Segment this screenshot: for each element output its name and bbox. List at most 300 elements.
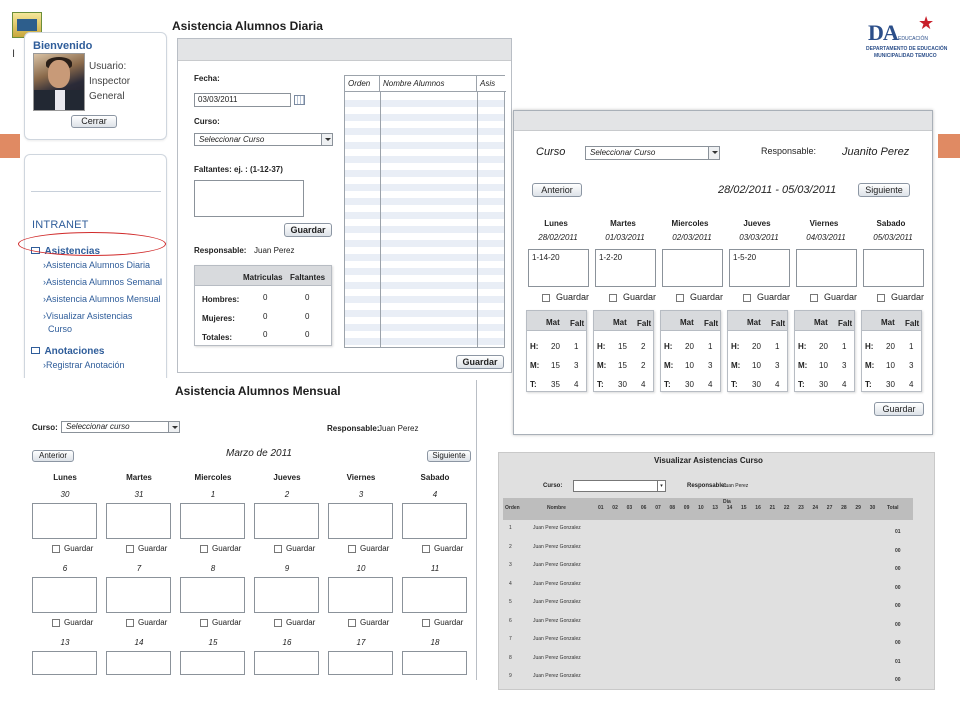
weekly-mat-value: 20: [551, 342, 560, 351]
table-row: [345, 324, 504, 331]
chevron-down-icon: ▾: [657, 481, 665, 491]
weekly-window-header: [514, 111, 932, 131]
monthly-day-box[interactable]: [106, 651, 171, 675]
viz-curso-label: Curso:: [543, 483, 563, 489]
checkbox-icon[interactable]: [348, 545, 356, 553]
checkbox-icon[interactable]: [274, 545, 282, 553]
monthly-day-box[interactable]: [106, 577, 171, 613]
weekly-note-box[interactable]: [662, 249, 723, 287]
weekly-row-label: H:: [798, 342, 807, 351]
weekly-mat-value: 30: [618, 380, 627, 389]
weekly-mat-label: Mat: [613, 318, 627, 327]
monthly-curso-select[interactable]: [61, 421, 180, 433]
checkbox-icon[interactable]: [877, 294, 885, 302]
viz-row-number: 7: [509, 636, 512, 642]
monthly-next-button[interactable]: Siguiente: [427, 450, 471, 462]
weekly-prev-button[interactable]: Anterior: [532, 183, 582, 197]
weekly-guardar-label: Guardar: [556, 292, 590, 302]
weekly-stats-box: [526, 310, 587, 392]
monthly-guardar-checkbox[interactable]: [274, 544, 315, 553]
curso-select-value: Seleccionar Curso: [199, 135, 265, 144]
monthly-day-number: 2: [284, 490, 290, 499]
viz-day-col: 21: [769, 505, 776, 511]
monthly-day-box[interactable]: [254, 577, 319, 613]
weekly-row-label: T:: [597, 380, 604, 389]
viz-row-name: Juan Perez Gonzalez: [533, 673, 581, 679]
checkbox-icon[interactable]: [126, 545, 134, 553]
weekly-stats-box: [794, 310, 855, 392]
checkbox-icon[interactable]: [422, 619, 430, 627]
monthly-day-box[interactable]: [402, 651, 467, 675]
weekly-note-box[interactable]: 1-5-20: [729, 249, 790, 287]
viz-day-col: 23: [798, 505, 804, 511]
weekly-row-label: H:: [731, 342, 740, 351]
weekly-row-label: M:: [530, 361, 540, 370]
nav-sub-mensual[interactable]: ›Asistencia Alumnos Mensual: [43, 294, 161, 304]
viz-responsable-value: Juan Perez: [723, 483, 749, 489]
weekly-falt-label: Falt: [838, 319, 853, 328]
weekly-day-name: Jueves: [743, 219, 771, 228]
weekly-falt-value: 3: [842, 361, 847, 370]
viz-row-name: Juan Perez Gonzalez: [533, 617, 581, 624]
daily-save-button-2[interactable]: Guardar: [456, 355, 504, 369]
weekly-guardar-checkbox[interactable]: [743, 292, 790, 302]
viz-responsable-label: Responsable:: [687, 483, 727, 489]
monthly-guardar-label: Guardar: [212, 618, 242, 627]
viz-row-name: Juan Perez Gonzalez: [533, 580, 581, 587]
faltantes-label: Faltantes: ej. : (1-12-37): [194, 165, 283, 174]
table-row: [345, 310, 504, 317]
table-row: [345, 268, 504, 275]
weekly-stats-box: [593, 310, 654, 392]
viz-row-number: 9: [509, 673, 512, 679]
weekly-mat-value: 35: [551, 380, 560, 389]
weekly-row-label: T:: [731, 380, 738, 389]
monthly-guardar-label: Guardar: [434, 544, 464, 553]
monthly-prev-button[interactable]: Anterior: [32, 450, 74, 462]
viz-col-total: Total: [887, 505, 899, 511]
curso-label: Curso:: [194, 117, 220, 126]
weekly-guardar-checkbox[interactable]: [542, 292, 589, 302]
checkbox-icon[interactable]: [200, 619, 208, 627]
monthly-day-number: 6: [62, 564, 68, 573]
stats-col-matriculas: Matriculas: [243, 273, 283, 282]
table-row: [345, 184, 504, 191]
viz-day-col: 27: [826, 505, 833, 511]
nav-sub-registrar[interactable]: ›Registrar Anotación: [43, 360, 125, 370]
weekly-guardar-checkbox[interactable]: [877, 292, 924, 302]
nav-sub-registrar-label: Registrar Anotación: [46, 360, 125, 370]
weekly-note-box[interactable]: [863, 249, 924, 287]
table-row: [345, 142, 504, 149]
weekly-falt-value: 4: [708, 380, 713, 389]
avatar-face: [48, 60, 70, 88]
monthly-day-number: 13: [60, 638, 70, 647]
nav-sub-diaria[interactable]: ›Asistencia Alumnos Diaria: [43, 260, 151, 270]
user-line-1: Usuario:: [89, 61, 127, 72]
weekly-guardar-label: Guardar: [690, 292, 724, 302]
weekly-row-label: M:: [597, 361, 607, 370]
monthly-guardar-label: Guardar: [286, 618, 316, 627]
weekly-curso-select[interactable]: [585, 146, 720, 160]
weekly-day-name: Viernes: [809, 219, 839, 228]
weekly-falt-label: Falt: [570, 319, 585, 328]
monthly-guardar-checkbox[interactable]: [200, 618, 241, 627]
monthly-guardar-checkbox[interactable]: [348, 544, 389, 553]
checkbox-icon[interactable]: [52, 619, 60, 627]
monthly-guardar-checkbox[interactable]: [52, 618, 93, 627]
weekly-falt-value: 1: [708, 342, 713, 351]
table-row: [345, 282, 504, 289]
monthly-day-number: 4: [432, 490, 438, 499]
weekly-day-date: 28/02/2011: [538, 233, 578, 242]
weekly-falt-value: 1: [842, 342, 847, 351]
checkbox-icon[interactable]: [422, 545, 430, 553]
viz-day-col: 08: [669, 505, 676, 511]
weekly-falt-value: 1: [909, 342, 914, 351]
weekly-guardar-label: Guardar: [757, 292, 791, 302]
weekly-mat-value: 20: [886, 342, 895, 351]
daily-window-header: [178, 39, 511, 61]
monthly-day-box[interactable]: [32, 577, 97, 613]
monthly-day-number: 31: [134, 490, 144, 499]
checkbox-icon[interactable]: [52, 545, 60, 553]
brand-dept-line2: MUNICIPALIDAD TEMUCO: [874, 53, 937, 59]
stats-row-label: Mujeres:: [202, 314, 235, 323]
viz-day-col: 30: [869, 505, 876, 511]
viz-row-number: 1: [509, 525, 512, 531]
calendar-icon[interactable]: [294, 95, 305, 105]
checkbox-icon[interactable]: [542, 294, 550, 302]
viz-row-total: 01: [895, 658, 901, 665]
monthly-day-number: 15: [208, 638, 218, 647]
col-divider: [477, 92, 478, 347]
monthly-guardar-label: Guardar: [360, 544, 390, 553]
intranet-heading: INTRANET: [32, 219, 89, 231]
weekly-falt-value: 3: [909, 361, 914, 370]
monthly-month: Marzo de 2011: [226, 448, 292, 459]
viz-row-total: 00: [895, 640, 901, 646]
weekly-guardar-checkbox[interactable]: [676, 292, 723, 302]
weekly-mat-value: 15: [618, 361, 627, 370]
weekly-guardar-label: Guardar: [824, 292, 858, 302]
weekly-note-box[interactable]: [796, 249, 857, 287]
monthly-day-name: Jueves: [273, 473, 301, 482]
nav-sub-diaria-label: Asistencia Alumnos Diaria: [46, 260, 151, 270]
weekly-row-label: T:: [530, 380, 537, 389]
nav-item-anotaciones[interactable]: [31, 341, 104, 359]
weekly-row-label: T:: [798, 380, 805, 389]
viz-row-number: 4: [509, 580, 512, 587]
monthly-frame-edge: [476, 380, 477, 680]
weekly-mat-value: 15: [618, 342, 627, 351]
checkbox-icon[interactable]: [609, 294, 617, 302]
stats-value: 0: [305, 312, 310, 321]
viz-day-col: 13: [712, 505, 718, 511]
weekly-curso-value: Seleccionar Curso: [590, 148, 656, 157]
monthly-day-number: 30: [60, 490, 70, 499]
slide-accent-left: [0, 134, 20, 158]
viz-row-total: 00: [895, 621, 901, 628]
table-row: [345, 212, 504, 219]
checkbox-icon[interactable]: [200, 545, 208, 553]
weekly-stats-box: [727, 310, 788, 392]
viz-row-number: 6: [509, 617, 512, 624]
daily-save-button[interactable]: Guardar: [284, 223, 332, 237]
weekly-next-button[interactable]: Siguiente: [858, 183, 910, 197]
checkbox-icon[interactable]: [810, 294, 818, 302]
weekly-window: [513, 110, 933, 435]
monthly-day-box[interactable]: [402, 577, 467, 613]
weekly-row-label: H:: [865, 342, 874, 351]
weekly-day-date: 05/03/2011: [873, 233, 913, 242]
curso-select[interactable]: [194, 133, 333, 146]
checkbox-icon[interactable]: [348, 619, 356, 627]
welcome-title: Bienvenido: [33, 40, 93, 52]
viz-day-col: 06: [640, 505, 647, 511]
table-row: [345, 240, 504, 247]
weekly-day-date: 03/03/2011: [739, 233, 779, 242]
viz-dia-label: Dia: [723, 499, 731, 505]
weekly-falt-label: Falt: [637, 319, 652, 328]
weekly-mat-value: 10: [685, 361, 694, 370]
viz-day-col: 28: [841, 505, 847, 511]
viz-row-total: 00: [895, 677, 901, 683]
viz-row-name: Juan Perez Gonzalez: [533, 543, 581, 550]
col-divider: [380, 92, 381, 347]
chevron-down-icon: [168, 422, 179, 432]
weekly-falt-value: 4: [909, 380, 914, 389]
viz-row-name: Juan Perez Gonzalez: [533, 654, 581, 661]
close-button[interactable]: Cerrar: [71, 115, 117, 128]
monthly-day-number: 18: [430, 638, 440, 647]
monthly-day-box[interactable]: [328, 651, 393, 675]
weekly-mat-label: Mat: [881, 318, 895, 327]
highlight-ellipse: [18, 232, 166, 256]
nav-sub-semanal[interactable]: ›Asistencia Alumnos Semanal: [43, 277, 163, 287]
checkbox-icon[interactable]: [743, 294, 751, 302]
weekly-mat-value: 20: [752, 342, 761, 351]
weekly-falt-value: 4: [775, 380, 780, 389]
checkbox-icon[interactable]: [126, 619, 134, 627]
arrow-box-icon: [31, 347, 40, 354]
monthly-guardar-label: Guardar: [138, 618, 168, 627]
weekly-mat-label: Mat: [680, 318, 694, 327]
weekly-falt-value: 2: [641, 342, 646, 351]
viz-day-col: 07: [655, 505, 661, 511]
chevron-down-icon: [708, 147, 719, 159]
daily-title: Asistencia Alumnos Diaria: [172, 19, 323, 33]
weekly-row-label: H:: [530, 342, 539, 351]
monthly-guardar-label: Guardar: [64, 618, 94, 627]
table-header-asis: Asis: [477, 76, 506, 92]
weekly-row-label: H:: [597, 342, 606, 351]
weekly-guardar-label: Guardar: [891, 292, 925, 302]
weekly-guardar-checkbox[interactable]: [609, 292, 656, 302]
weekly-guardar-checkbox[interactable]: [810, 292, 857, 302]
viz-row-total: 00: [895, 584, 901, 591]
monthly-day-number: 3: [358, 490, 364, 499]
viz-col-nombre: Nombre: [547, 505, 566, 511]
monthly-day-box[interactable]: [254, 503, 319, 539]
monthly-guardar-checkbox[interactable]: [126, 544, 167, 553]
viz-row-name: Juan Perez Gonzalez: [533, 599, 581, 605]
monthly-guardar-label: Guardar: [286, 544, 316, 553]
weekly-mat-label: Mat: [747, 318, 761, 327]
weekly-mat-value: 30: [752, 380, 761, 389]
table-row: [345, 254, 504, 261]
table-header-nombre: Nombre Alumnos: [380, 76, 477, 92]
monthly-day-box[interactable]: [32, 651, 97, 675]
weekly-day-name: Martes: [610, 219, 636, 228]
monthly-day-name: Viernes: [346, 473, 376, 482]
weekly-mat-label: Mat: [546, 318, 560, 327]
monthly-day-box[interactable]: [402, 503, 467, 539]
monthly-day-box[interactable]: [180, 577, 245, 613]
monthly-day-number: 8: [210, 564, 216, 573]
viz-row-name: Juan Perez Gonzalez: [533, 636, 581, 642]
weekly-falt-label: Falt: [771, 319, 786, 328]
stats-col-faltantes: Faltantes: [290, 273, 326, 282]
monthly-guardar-label: Guardar: [360, 618, 390, 627]
weekly-falt-value: 2: [641, 361, 646, 370]
monthly-day-name: Martes: [126, 473, 152, 482]
monthly-day-number: 11: [430, 564, 440, 573]
table-row: [345, 198, 504, 205]
weekly-range: 28/02/2011 - 05/03/2011: [718, 184, 837, 196]
viz-day-col: 15: [741, 505, 747, 511]
weekly-row-label: M:: [664, 361, 674, 370]
weekly-curso-label: Curso: [536, 146, 566, 158]
weekly-save-button[interactable]: Guardar: [874, 402, 924, 416]
checkbox-icon[interactable]: [274, 619, 282, 627]
weekly-mat-value: 20: [819, 342, 828, 351]
slide-accent-right: [938, 134, 960, 158]
weekly-day-name: Lunes: [544, 219, 568, 228]
table-row: [345, 114, 504, 121]
weekly-responsable-label: Responsable:: [761, 146, 817, 156]
checkbox-icon[interactable]: [676, 294, 684, 302]
weekly-stats-box: [660, 310, 721, 392]
table-row: [345, 128, 504, 135]
monthly-guardar-checkbox[interactable]: [422, 544, 463, 553]
daily-responsable-label: Responsable:: [194, 246, 247, 255]
monthly-day-box[interactable]: [328, 503, 393, 539]
fecha-label: Fecha:: [194, 74, 220, 83]
daily-responsable-value: Juan Perez: [254, 246, 295, 255]
viz-day-col: 02: [612, 505, 618, 511]
monthly-guardar-label: Guardar: [64, 544, 94, 553]
monthly-day-box[interactable]: [106, 503, 171, 539]
monthly-guardar-checkbox[interactable]: [52, 544, 93, 553]
monthly-day-number: 16: [282, 638, 292, 647]
weekly-day-date: 01/03/2011: [605, 233, 645, 242]
user-line-3: General: [89, 91, 125, 102]
weekly-mat-value: 30: [685, 380, 694, 389]
monthly-guardar-checkbox[interactable]: [200, 544, 241, 553]
viz-day-col: 03: [626, 505, 633, 511]
monthly-guardar-checkbox[interactable]: [274, 618, 315, 627]
weekly-row-label: H:: [664, 342, 673, 351]
weekly-note-box[interactable]: 1-2-20: [595, 249, 656, 287]
viz-curso-select[interactable]: [573, 480, 666, 492]
monthly-curso-value: Seleccionar curso: [66, 422, 130, 431]
nav-sub-visualizar[interactable]: ›Visualizar Asistencias: [43, 311, 133, 321]
weekly-mat-value: 10: [752, 361, 761, 370]
monthly-guardar-checkbox[interactable]: [422, 618, 463, 627]
monthly-responsable-label: Responsable:: [327, 424, 380, 433]
nav-label-anotaciones: Anotaciones: [44, 346, 105, 357]
viz-day-col: 01: [598, 505, 604, 511]
weekly-falt-value: 3: [775, 361, 780, 370]
viz-day-col: 29: [855, 505, 861, 511]
avatar: [33, 53, 85, 111]
monthly-day-name: Lunes: [53, 473, 77, 482]
weekly-day-date: 04/03/2011: [806, 233, 846, 242]
nav-sub-curso[interactable]: Curso: [48, 324, 73, 334]
brand-dept-line1: DEPARTAMENTO DE EDUCACIÓN: [866, 46, 948, 52]
weekly-mat-value: 10: [819, 361, 828, 370]
weekly-day-date: 02/03/2011: [672, 233, 712, 242]
monthly-guardar-label: Guardar: [434, 618, 464, 627]
viz-row-total: 00: [895, 547, 901, 554]
weekly-row-label: M:: [798, 361, 808, 370]
monthly-day-box[interactable]: [328, 577, 393, 613]
viz-window: [498, 452, 935, 690]
monthly-day-name: Miercoles: [194, 473, 232, 482]
monthly-guardar-checkbox[interactable]: [126, 618, 167, 627]
weekly-note-box[interactable]: 1-14-20: [528, 249, 589, 287]
viz-row-total: 00: [895, 566, 901, 572]
monthly-day-number: 9: [284, 564, 290, 573]
user-line-2: Inspector: [89, 76, 131, 87]
monthly-day-number: 7: [136, 564, 142, 573]
faltantes-textarea[interactable]: [194, 180, 304, 217]
weekly-guardar-label: Guardar: [623, 292, 657, 302]
monthly-day-box[interactable]: [254, 651, 319, 675]
viz-day-col: 14: [726, 505, 733, 511]
viz-row-total: 01: [895, 529, 901, 535]
monthly-day-box[interactable]: [32, 503, 97, 539]
weekly-day-name: Sabado: [876, 219, 906, 228]
monthly-guardar-label: Guardar: [138, 544, 168, 553]
viz-day-col: 16: [755, 505, 761, 511]
monthly-day-box[interactable]: [180, 651, 245, 675]
monthly-day-number: 1: [210, 490, 216, 499]
monthly-guardar-label: Guardar: [212, 544, 242, 553]
weekly-mat-value: 15: [551, 361, 560, 370]
weekly-mat-value: 20: [685, 342, 694, 351]
viz-row-name: Juan Perez Gonzalez: [533, 525, 581, 531]
table-row: [345, 156, 504, 163]
weekly-day-name: Miercoles: [671, 219, 709, 228]
monthly-guardar-checkbox[interactable]: [348, 618, 389, 627]
weekly-falt-value: 4: [842, 380, 847, 389]
weekly-row-label: M:: [865, 361, 875, 370]
stats-value: 0: [263, 330, 268, 339]
monthly-day-box[interactable]: [180, 503, 245, 539]
weekly-falt-label: Falt: [704, 319, 719, 328]
avatar-shirt: [55, 90, 65, 111]
weekly-mat-value: 30: [886, 380, 895, 389]
fecha-input[interactable]: 03/03/2011: [194, 93, 291, 107]
weekly-row-label: T:: [865, 380, 872, 389]
stats-value: 0: [263, 293, 268, 302]
viz-title: Visualizar Asistencias Curso: [654, 456, 763, 465]
brand-letters: DA: [868, 20, 898, 45]
stats-row-label: Totales:: [202, 333, 233, 342]
viz-row-number: 2: [509, 543, 512, 550]
